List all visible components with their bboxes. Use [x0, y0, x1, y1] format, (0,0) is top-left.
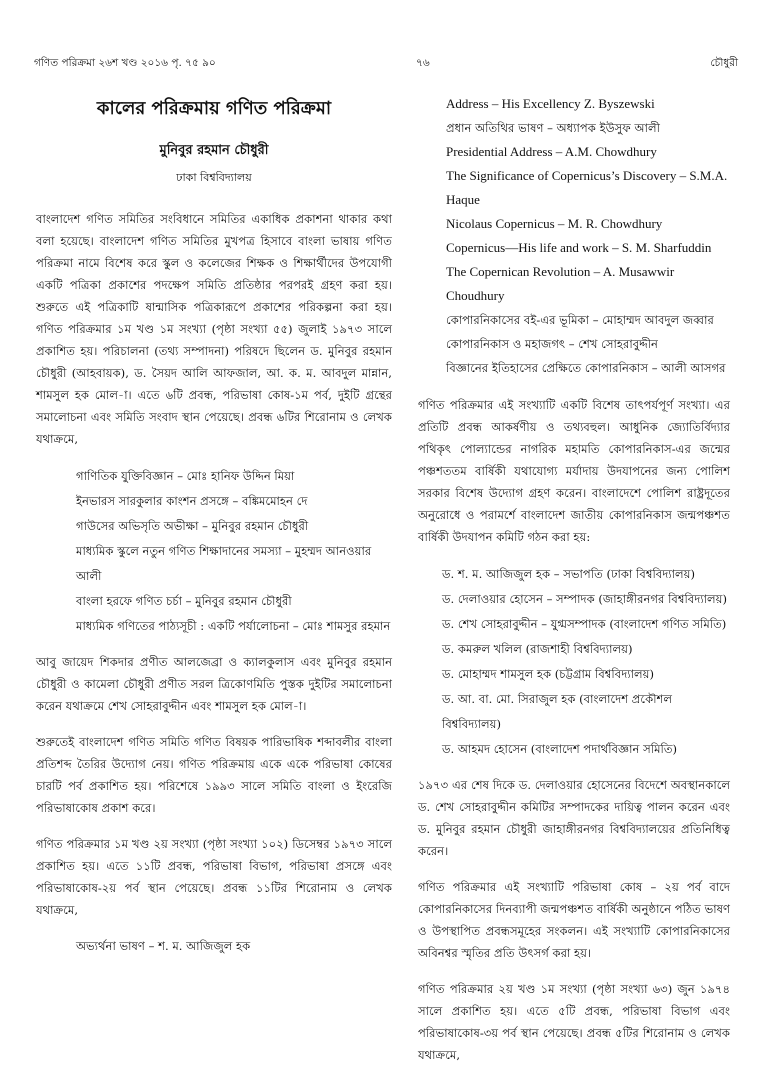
list-item: মাধ্যমিক গণিতের পাঠ্যসূচী : একটি পর্যালোচনা – মোঃ শামসুর রহমান: [76, 619, 391, 633]
list-item: ড. শ. ম. আজিজুল হক – সভাপতি (ঢাকা বিশ্ববিদ্যালয়): [442, 567, 696, 581]
article-affiliation: ঢাকা বিশ্ববিদ্যালয়: [176, 171, 252, 184]
list-item: ড. দেলাওয়ার হোসেন – সম্পাদক (জাহাঙ্গীরনগর বিশ্ববিদ্যালয়): [442, 592, 728, 606]
paragraph: গণিত পরিক্রমার ২য় খণ্ড ১ম সংখ্যা (পৃষ্ঠা সংখ্যা ৬৩) জুন ১৯৭৪ সালে প্রকাশিত হয়। এতে ৫টি প্রবন্ধ, পরিভাষা বিভাগ এবং পরিভাষাকোষ-৩য় পর্ব স্থান পেয়েছে। প্রবন্ধ ৫টির শিরোনাম ও লেখক যথাক্রমে,: [418, 982, 730, 1062]
list-item: Copernicus—His life and work – S. M. Sharfuddin: [446, 240, 712, 255]
committee-list: [418, 562, 730, 762]
list-item: ড. আহমদ হোসেন (বাংলাদেশ পদার্থবিজ্ঞান সমিতি): [442, 742, 678, 756]
article-author: মুনিবুর রহমান চৌধুরী: [159, 143, 269, 158]
paragraph: গণিত পরিক্রমার এই সংখ্যাটি একটি বিশেষ তাৎপর্যপূর্ণ সংখ্যা। এর প্রতিটি প্রবন্ধ আকর্ষণীয় ও তথ্যবহুল। আধুনিক জ্যোতির্বিদ্যার পথিকৃৎ পোল্যান্ডের নাগরিক মহামতি কোপারনিকাস-এর জন্মের পঞ্চশততম বার্ষিকী যথাযোগ্য মর্যাদায় উদযাপনের জন্য পোলিশ সরকার বিশেষ উদ্যোগ গ্রহণ করেন। বাংলাদেশে পোলিশ রাষ্ট্রদূতের অনুরোধে ও পরামর্শে বাংলাদেশ জাতীয় কোপারনিকাস জন্মপঞ্চশত বার্ষিকী উদযাপন কমিটি গঠন করা হয়:: [418, 398, 730, 544]
list-item: ড. মোহাম্মদ শামসুল হক (চট্টগ্রাম বিশ্ববিদ্যালয়): [442, 667, 654, 681]
list-item: মাধ্যমিক স্কুলে নতুন গণিত শিক্ষাদানের সমস্যা – মুহম্মদ আনওয়ার আলী: [76, 544, 372, 583]
list-item: কোপারনিকাসের বই-এর ভূমিকা – মোহাম্মদ আবদুল জব্বার: [446, 313, 714, 327]
page-header: [34, 56, 738, 74]
paragraph: গণিত পরিক্রমার এই সংখ্যাটি পরিভাষা কোষ – ২য় পর্ব বাদে কোপারনিকাসের দিনব্যাপী জন্মপঞ্চশত বার্ষিকী অনুষ্ঠানে পঠিত ভাষণ ও উপস্থাপিত প্রবন্ধসমূহের সংকলন। এই সংখ্যাটি কোপারনিকাসের অবিনশ্বর স্মৃতির প্রতি উৎসর্গ করা হয়।: [418, 880, 730, 960]
list-item: ইনভারস সারকুলার কাংশন প্রসঙ্গে – বঙ্কিমমোহন দে: [76, 494, 308, 508]
list-item: The Copernican Revolution – A. Musawwir Choudhury: [446, 264, 675, 303]
left-column: [36, 92, 392, 957]
paragraph: ১৯৭৩ এর শেষ দিকে ড. দেলাওয়ার হোসেনের বিদেশে অবস্থানকালে ড. শেখ সোহরাবুদ্দীন কমিটির সম্পাদকের দায়িত্ব পালন করেন এবং ড. মুনিবুর রহমান চৌধুরী জাহাঙ্গীরনগর বিশ্ববিদ্যালয়ের প্রতিনিধিত্ব করেন।: [418, 778, 730, 858]
running-author: চৌধুরী: [710, 57, 738, 69]
list-item: Address – His Excellency Z. Byszewski: [446, 96, 655, 111]
list-item: Nicolaus Copernicus – M. R. Chowdhury: [446, 216, 663, 231]
paragraph: আবু জায়েদ শিকদার প্রণীত আলজেব্রা ও ক্যালকুলাস এবং মুনিবুর রহমান চৌধুরী ও কামেলা চৌধুরী প্রণীত সরল ত্রিকোণমিতি পুস্তক দুইটির সমালোচনা করেন যথাক্রমে শেখ সোহরাবুদ্দীন এবং শামসুল হক মোল-া।: [36, 655, 392, 713]
list-item: বিজ্ঞানের ইতিহাসের প্রেক্ষিতে কোপারনিকাস – আলী আসগর: [446, 361, 726, 375]
address-list: [418, 92, 730, 380]
article-list: [36, 464, 392, 639]
list-item: ড. আ. বা. মো. সিরাজুল হক (বাংলাদেশ প্রকৌশল বিশ্ববিদ্যালয়): [442, 692, 673, 731]
list-item: গাণিতিক যুক্তিবিজ্ঞান – মোঃ হানিফ উদ্দিন মিয়া: [76, 469, 295, 483]
list-item: প্রধান অতিথির ভাষণ – অধ্যাপক ইউসুফ আলী: [446, 121, 660, 135]
list-item: ড. শেখ সোহরাবুদ্দীন – যুগ্মসম্পাদক (বাংলাদেশ গণিত সমিতি): [442, 617, 727, 631]
right-column: [418, 92, 730, 1080]
list-item: কোপারনিকাস ও মহাজগৎ – শেখ সোহরাবুদ্দীন: [446, 337, 658, 351]
list-item: ড. কমরুল খলিল (রাজশাহী বিশ্ববিদ্যালয়): [442, 642, 633, 656]
paragraph: শুরুতেই বাংলাদেশ গণিত সমিতি গণিত বিষয়ক পারিভাষিক শব্দাবলীর বাংলা প্রতিশব্দ তৈরির উদ্যোগ নেয়। গণিত পরিক্রমায় একে একে পরিভাষা কোষের চারটি পর্ব প্রকাশিত হয়। পরিশেষে ১৯৯৩ সালে সমিতি বাংলা ও ইংরেজি পরিভাষাকোষ প্রকাশ করে।: [36, 735, 392, 815]
journal-citation: গণিত পরিক্রমা ২৬শ খণ্ড ২০১৬ পৃ. ৭৫ ৯০: [34, 57, 216, 69]
paragraph: গণিত পরিক্রমার ১ম খণ্ড ২য় সংখ্যা (পৃষ্ঠা সংখ্যা ১০২) ডিসেম্বর ১৯৭৩ সালে প্রকাশিত হয়। এতে ১১টি প্রবন্ধ, পরিভাষা বিভাগ, পরিভাষা প্রসঙ্গে এবং পরিভাষাকোষ-২য় পর্ব স্থান পেয়েছে। প্রবন্ধ ১১টির শিরোনাম ও লেখক যথাক্রমে,: [36, 837, 392, 917]
list-item: Presidential Address – A.M. Chowdhury: [446, 144, 657, 159]
paragraph: বাংলাদেশ গণিত সমিতির সংবিধানে সমিতির একাধিক প্রকাশনা থাকার কথা বলা হয়েছে। বাংলাদেশ গণিত সমিতির মুখপত্র হিসাবে বাংলা ভাষায় গণিত পরিক্রমা নামে বিশেষ করে স্কুল ও কলেজের শিক্ষক ও শিক্ষার্থীদের উপযোগী একটি পত্রিকা প্রকাশের পদক্ষেপ সমিতি প্রতিষ্ঠার পরপরই গ্রহণ করা হয়। শুরুতে এই পত্রিকাটি ষান্মাসিক পত্রিকারূপে প্রকাশের পরিকল্পনা করা হয়। গণিত পরিক্রমার ১ম খণ্ড ১ম সংখ্যা (পৃষ্ঠা সংখ্যা ৫৫) জুলাই ১৯৭৩ সালে প্রকাশিত হয়। পরিচালনা (তথ্য সম্পাদনা) পরিষদে ছিলেন ড. মুনিবুর রহমান চৌধুরী (আহবায়ক), ড. সৈয়দ আলি আফজাল, আ. ক. ম. আবদুল মান্নান, শামসুল হক মোল-া। এতে ৬টি প্রবন্ধ, পরিভাষা কোষ-১ম পর্ব, দুইটি গ্রন্থের সমালোচনা এবং সমিতি সংবাদ স্থান পেয়েছে। প্রবন্ধ ৬টির শিরোনাম ও লেখক যথাক্রমে,: [36, 212, 392, 446]
list-item: গাউসের অভিসৃতি অভীক্ষা – মুনিবুর রহমান চৌধুরী: [76, 519, 309, 533]
list-item: The Significance of Copernicus’s Discovery – S.M.A. Haque: [446, 168, 728, 207]
page-number: ৭৬: [416, 57, 430, 69]
list-item: অভ্যর্থনা ভাষণ – শ. ম. আজিজুল হক: [76, 939, 251, 953]
list-item: বাংলা হরফে গণিত চর্চা – মুনিবুর রহমান চৌধুরী: [76, 594, 292, 608]
article-title: কালের পরিক্রমায় গণিত পরিক্রমা: [96, 98, 332, 119]
